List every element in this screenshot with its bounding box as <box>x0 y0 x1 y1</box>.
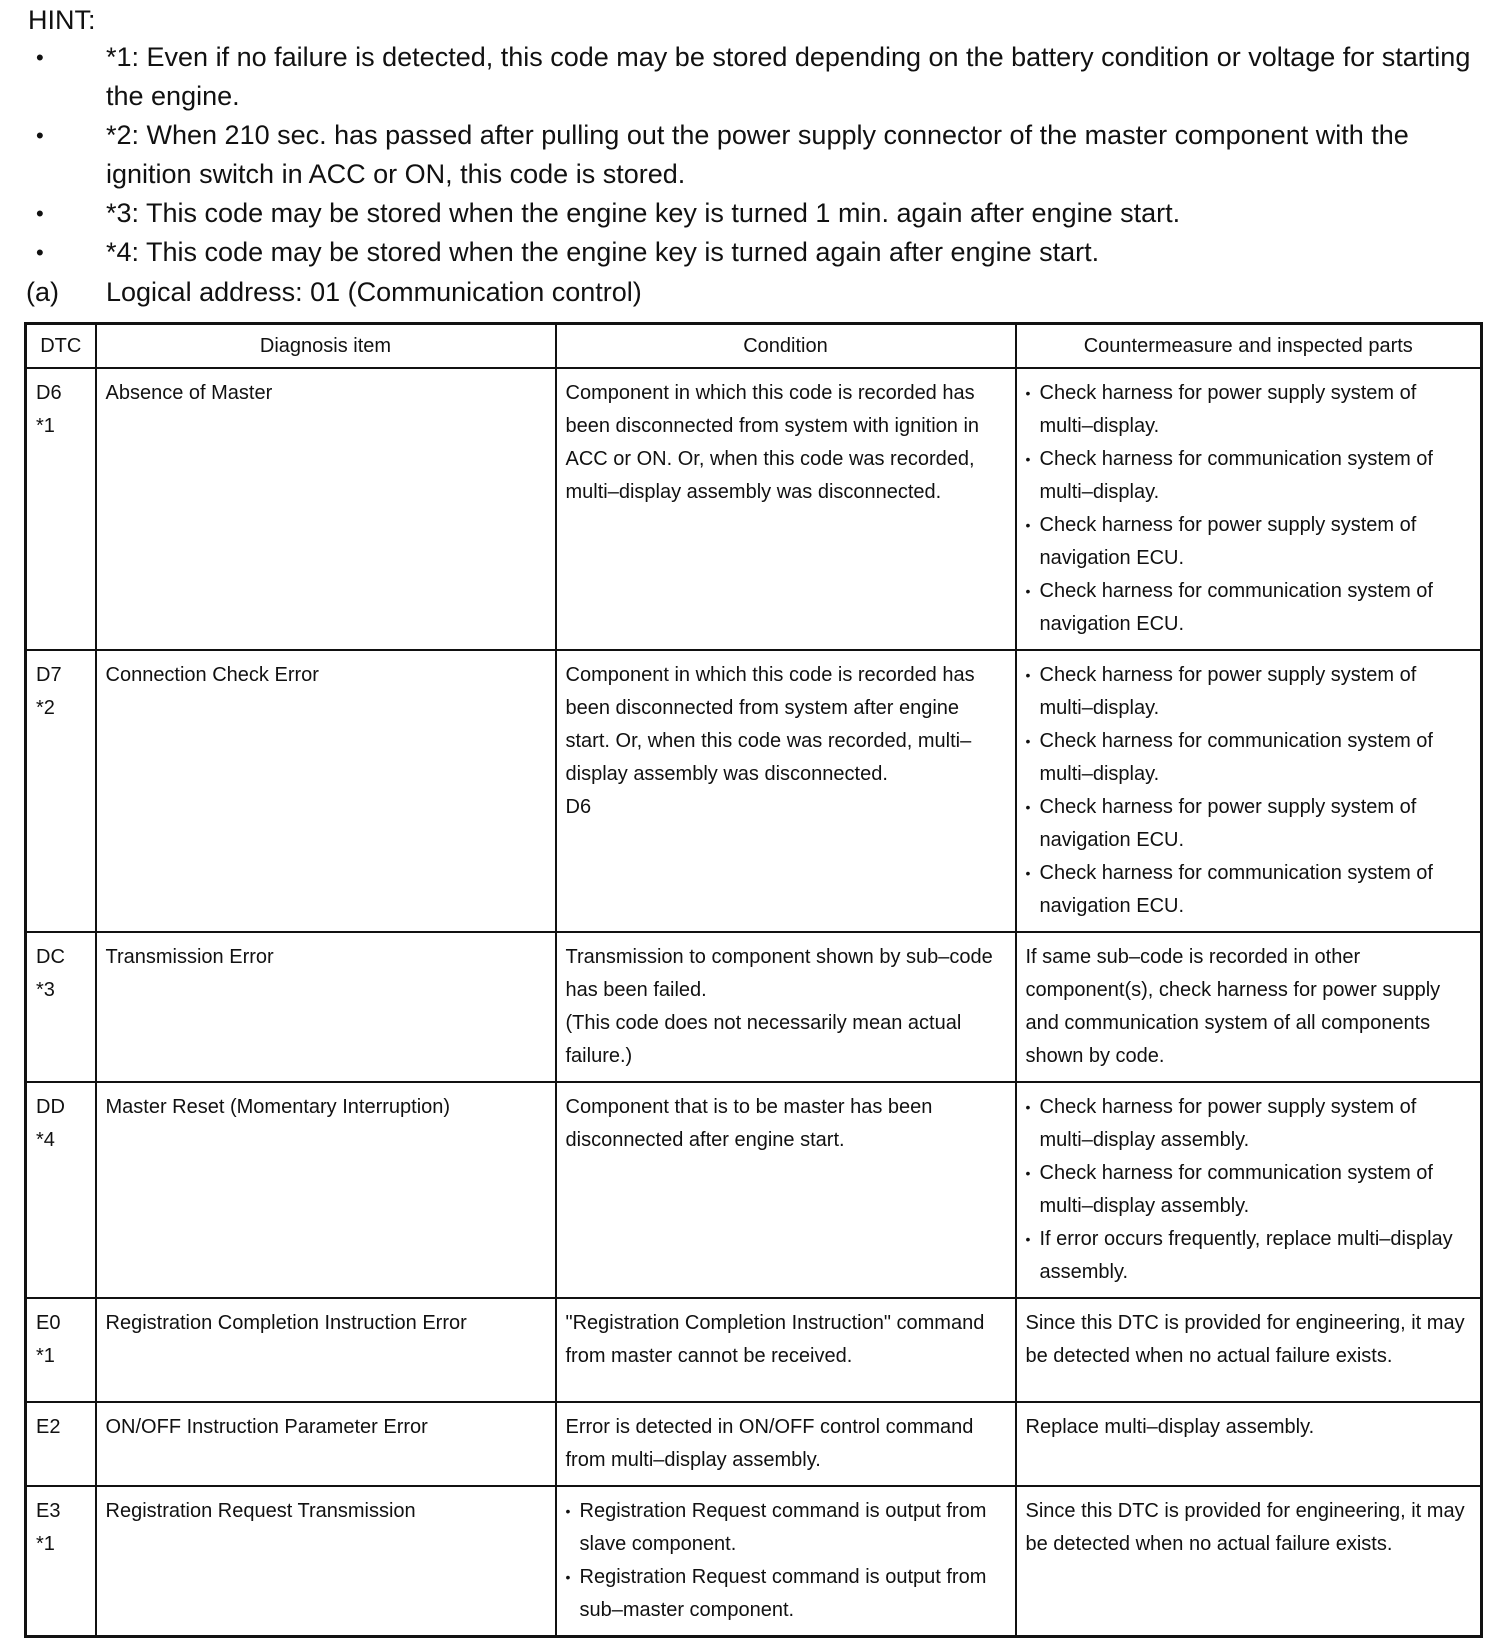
hint-item <box>24 38 1480 116</box>
diagnosis-item-cell: Absence of Master <box>96 368 556 650</box>
bullet-icon: • <box>36 240 44 265</box>
countermeasure-bullet: • Check harness for power supply system of multi–display. <box>1026 659 1473 725</box>
bullet-icon: • <box>36 123 44 148</box>
hint-title: HINT: <box>28 5 96 35</box>
countermeasure-bullet: • Check harness for power supply system of navigation ECU. <box>1026 791 1473 857</box>
condition-cell <box>556 368 1016 650</box>
countermeasure-cell <box>1016 368 1482 650</box>
countermeasure-bullet: • Check harness for power supply system of multi–display assembly. <box>1026 1091 1473 1157</box>
condition-cell <box>556 1298 1016 1402</box>
table-row <box>26 650 1482 932</box>
dtc-note: *3 <box>36 979 55 1001</box>
section-text: Logical address: 01 (Communication control) <box>106 277 642 307</box>
section-heading <box>24 272 1480 312</box>
countermeasure-cell <box>1016 650 1482 932</box>
dtc-code: E0 <box>36 1312 61 1334</box>
dtc-code: DC <box>36 946 65 968</box>
condition-cell <box>556 1486 1016 1637</box>
dtc-note: *1 <box>36 1345 55 1367</box>
dtc-cell <box>26 1082 96 1298</box>
dtc-cell <box>26 650 96 932</box>
hint-text: *3: This code may be stored when the engine key is turned 1 min. again after engine start. <box>106 198 1181 228</box>
countermeasure-cell <box>1016 1082 1482 1298</box>
header-countermeasure: Countermeasure and inspected parts <box>1016 324 1482 369</box>
table-row <box>26 1402 1482 1486</box>
table-row <box>26 1298 1482 1402</box>
countermeasure-bullet: • Check harness for communication system of navigation ECU. <box>1026 857 1473 923</box>
dtc-cell <box>26 368 96 650</box>
diagnosis-item-cell: Connection Check Error <box>96 650 556 932</box>
countermeasure-bullet: • If error occurs frequently, replace multi–display assembly. <box>1026 1223 1473 1289</box>
condition-text: "Registration Completion Instruction" command from master cannot be received. <box>565 1312 985 1367</box>
document-page <box>24 0 1480 1638</box>
hint-item <box>24 233 1480 272</box>
condition-bullet: • Registration Request command is output from sub–master component. <box>566 1561 1007 1627</box>
countermeasure-cell: Since this DTC is provided for engineering, it may be detected when no actual failure exists. <box>1016 1298 1482 1402</box>
dtc-code: D7 <box>36 664 62 686</box>
countermeasure-cell: Replace multi–display assembly. <box>1016 1402 1482 1486</box>
dtc-note: *1 <box>36 415 55 437</box>
table-header-row <box>26 324 1482 369</box>
hint-text: *1: Even if no failure is detected, this code may be stored depending on the battery condition or voltage for starting the engine. <box>106 42 1471 111</box>
condition-text: Component in which this code is recorded has been disconnected from system with ignition in ACC or ON. Or, when this code was recorded, multi–display assembly was disconnected. <box>565 382 980 503</box>
diagnosis-item-cell: Master Reset (Momentary Interruption) <box>96 1082 556 1298</box>
condition-text: Component that is to be master has been disconnected after engine start. <box>565 1096 933 1151</box>
countermeasure-bullet: • Check harness for power supply system of multi–display. <box>1026 377 1473 443</box>
dtc-note: *2 <box>36 697 55 719</box>
condition-cell <box>556 1082 1016 1298</box>
countermeasure-bullet: • Check harness for communication system of multi–display. <box>1026 725 1473 791</box>
countermeasure-bullet: • Check harness for communication system of multi–display assembly. <box>1026 1157 1473 1223</box>
dtc-code: E2 <box>36 1416 61 1438</box>
dtc-note: *1 <box>36 1533 55 1555</box>
condition-text: (This code does not necessarily mean actual failure.) <box>565 1012 962 1067</box>
dtc-code: DD <box>36 1096 65 1118</box>
dtc-code: D6 <box>36 382 62 404</box>
table-row <box>26 1486 1482 1637</box>
condition-text: Component in which this code is recorded has been disconnected from system after engine start. Or, when this code was recorded, multi–display assembly was disconnected. <box>565 664 975 785</box>
header-condition: Condition <box>556 324 1016 369</box>
condition-text: Transmission to component shown by sub–code has been failed. <box>565 946 993 1001</box>
bullet-icon: • <box>36 201 44 226</box>
countermeasure-cell: Since this DTC is provided for engineering, it may be detected when no actual failure exists. <box>1016 1486 1482 1637</box>
diagnosis-item-cell: Transmission Error <box>96 932 556 1082</box>
dtc-cell <box>26 932 96 1082</box>
countermeasure-bullet: • Check harness for power supply system of navigation ECU. <box>1026 509 1473 575</box>
hint-text: *2: When 210 sec. has passed after pulling out the power supply connector of the master component with the ignition switch in ACC or ON, this code is stored. <box>106 120 1409 189</box>
dtc-cell <box>26 1402 96 1486</box>
table-row <box>26 932 1482 1082</box>
hint-item <box>24 116 1480 194</box>
diagnosis-item-cell: ON/OFF Instruction Parameter Error <box>96 1402 556 1486</box>
dtc-code: E3 <box>36 1500 61 1522</box>
condition-bullet: • Registration Request command is output from slave component. <box>566 1495 1007 1561</box>
dtc-cell <box>26 1298 96 1402</box>
countermeasure-cell: If same sub–code is recorded in other component(s), check harness for power supply and communication system of all components shown by code. <box>1016 932 1482 1082</box>
countermeasure-bullet: • Check harness for communication system of navigation ECU. <box>1026 575 1473 641</box>
section-marker: (a) <box>26 277 59 307</box>
hint-text: *4: This code may be stored when the engine key is turned again after engine start. <box>106 237 1100 267</box>
condition-cell <box>556 932 1016 1082</box>
countermeasure-bullet: • Check harness for communication system of multi–display. <box>1026 443 1473 509</box>
hint-list <box>24 38 1480 272</box>
condition-text: Error is detected in ON/OFF control command from multi–display assembly. <box>565 1416 974 1471</box>
header-diagnosis-item: Diagnosis item <box>96 324 556 369</box>
header-dtc: DTC <box>26 324 96 369</box>
hint-item <box>24 194 1480 233</box>
diagnosis-item-cell: Registration Completion Instruction Error <box>96 1298 556 1402</box>
table-row <box>26 1082 1482 1298</box>
diagnosis-item-cell: Registration Request Transmission <box>96 1486 556 1637</box>
condition-cell <box>556 1402 1016 1486</box>
dtc-note: *4 <box>36 1129 55 1151</box>
condition-cell <box>556 650 1016 932</box>
condition-text: D6 <box>565 796 592 818</box>
bullet-icon: • <box>36 45 44 70</box>
table-row <box>26 368 1482 650</box>
dtc-table <box>24 322 1483 1638</box>
dtc-cell <box>26 1486 96 1637</box>
